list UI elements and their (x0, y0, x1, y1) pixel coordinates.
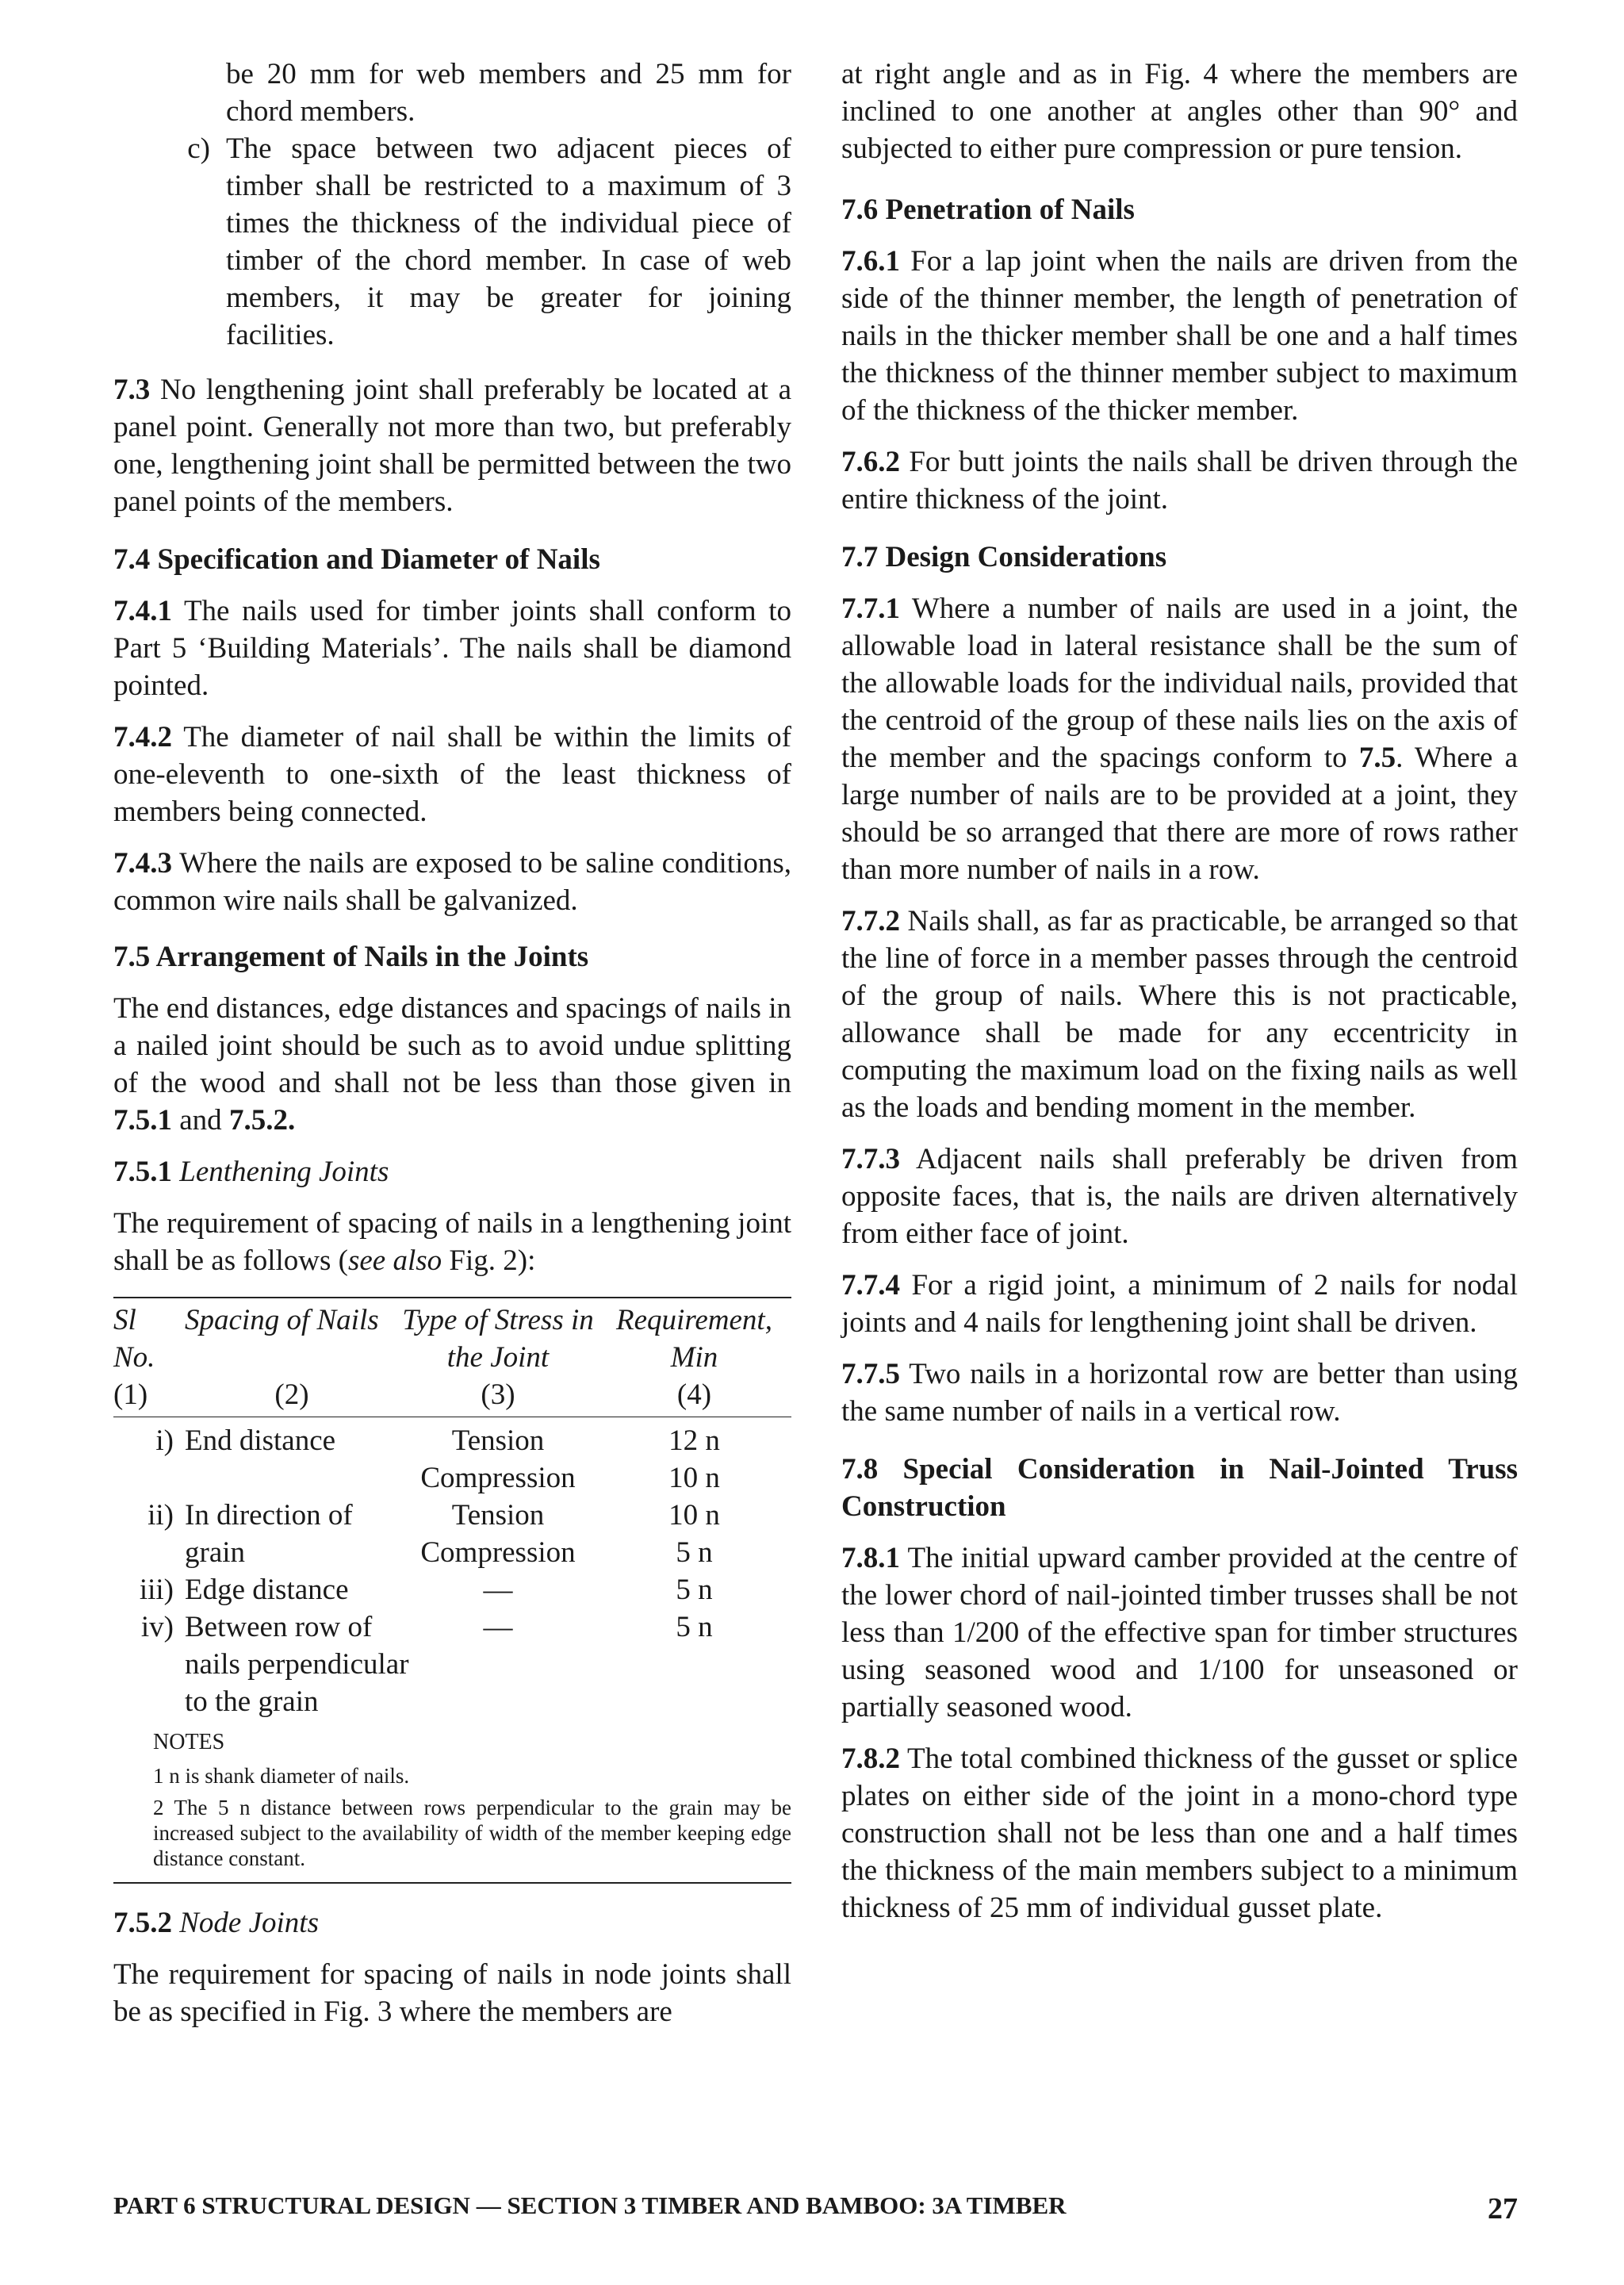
table-row: Compression 10 n (420, 1462, 720, 1494)
clause-7-7-4: 7.7.4 For a rigid joint, a minimum of 2 nails for nodal joints and 4 nails for lengthening joint shall be driven. (841, 1269, 1518, 1339)
list-item-c (113, 130, 791, 354)
heading-7-8: 7.8 Special Consideration in Nail-Jointed Truss Construction (841, 1453, 1518, 1523)
right-column (841, 56, 1518, 1927)
table-row: ii) In direction of Tension 10 n (147, 1499, 720, 1532)
table-row: to the grain (185, 1685, 319, 1718)
table-row: iv) Between row of — 5 n (140, 1611, 713, 1643)
clause-7-3: 7.3 No lengthening joint shall preferably be located at a panel point. Generally not more than two, but preferably one, lengthening joint shall be permitted between the two panel points of the members. (113, 374, 792, 518)
table-bottom-rule (113, 1882, 791, 1884)
table-col-number-row: (1) (2) (3) (4) (113, 1378, 712, 1411)
heading-7-4: 7.4 Specification and Diameter of Nails (113, 543, 600, 576)
clause-7-7-2: 7.7.2 Nails shall, as far as practicable, be arranged so that the line of force in a member passes through the centroid of the group of nails. Where this is not practicable, allowance shall be made for any eccentricity in computing the maximum load on the fixing nails as well as the loads and bending moment in the member. (841, 905, 1518, 1124)
note-1: 1 n is shank diameter of nails. (153, 1764, 410, 1788)
clause-7-4-3: 7.4.3 Where the nails are exposed to be saline conditions, common wire nails shall be galvanized. (113, 847, 791, 917)
clause-7-6-2: 7.6.2 For butt joints the nails shall be driven through the entire thickness of the joint. (841, 446, 1518, 516)
item-c-text: The space between two adjacent pieces of timber shall be restricted to a maximum of 3 times the thickness of the individual piece of timber of the chord member. In case of web members, it may be greater for joining facilities. (226, 132, 791, 351)
header-stress: Type of Stress in the Joint (402, 1304, 594, 1374)
left-column (113, 56, 791, 2030)
notes-label: NOTES (153, 1730, 225, 1754)
heading-7-5-1: 7.5.1 Lenthening Joints (113, 1156, 389, 1188)
clause-7-8-1: 7.8.1 The initial upward camber provided at the centre of the lower chord of nail-jointed timber trusses shall be not less than 1/200 of the effective span for timber structures using seasoned wood and 1/100 for unseasoned or partially seasoned wood. (841, 1542, 1518, 1723)
item-b-text: be 20 mm for web members and 25 mm for chord members. (226, 58, 791, 128)
page-number: 27 (1488, 2192, 1518, 2226)
heading-7-5-2: 7.5.2 Node Joints (113, 1907, 319, 1939)
continued-text: at right angle and as in Fig. 4 where the members are inclined to one another at angles other than 90° and subjected to either pure compression or pure tension. (841, 58, 1518, 165)
clause-7-8-2: 7.8.2 The total combined thickness of the gusset or splice plates on either side of the joint in a mono-chord type construction shall not be less than one and a half times the thickness of the main members subject to a minimum thickness of 25 mm of individual gusset plate. (841, 1743, 1518, 1924)
clause-7-5-1-text: The requirement of spacing of nails in a lengthening joint shall be as follows (see also Fig. 2): (113, 1207, 791, 1277)
running-title: PART 6 STRUCTURAL DESIGN — SECTION 3 TIMBER AND BAMBOO: 3A TIMBER (113, 2191, 1067, 2219)
clause-7-7-1: 7.7.1 Where a number of nails are used in a joint, the allowable load in lateral resistance shall be the sum of the allowable loads for the individual nails, provided that the centroid of the group of these nails lies on the axis of the member and the spacings conform to 7.5. Where a large number of nails are to be provided at a joint, they should be so arranged that there are more of rows rather than more number of nails in a row. (841, 592, 1518, 886)
table-row: i) End distance Tension 12 n (155, 1424, 720, 1457)
clause-7-7-5: 7.7.5 Two nails in a horizontal row are better than using the same number of nails in a vertical row. (841, 1358, 1518, 1428)
clause-7-4-2: 7.4.2 The diameter of nail shall be within the limits of one-eleventh to one-sixth of the least thickness of members being connected. (113, 721, 791, 828)
heading-7-7: 7.7 Design Considerations (841, 541, 1167, 573)
header-requirement: Requirement, Min (616, 1304, 772, 1374)
table-notes (153, 1730, 791, 1871)
header-spacing: Spacing of Nails (185, 1304, 379, 1336)
page-footer (113, 2191, 1518, 2226)
clause-7-6-1: 7.6.1 For a lap joint when the nails are driven from the side of the thinner member, the length of penetration of nails in the thicker member shall be one and a half times the thickness of the thinner member subject to maximum of the thickness of the thicker member. (841, 245, 1518, 427)
list-item-b-continued (113, 56, 791, 130)
table-row: iii) Edge distance — 5 n (139, 1574, 713, 1606)
clause-7-5-text: The end distances, edge distances and spacings of nails in a nailed joint should be such as to avoid undue splitting of the wood and shall not be less than those given in 7.5.1 and 7.5.2. (113, 992, 791, 1137)
table-row: grain Compression 5 n (185, 1536, 713, 1569)
note-2: 2 The 5 n distance between rows perpendicular to the grain may be increased subject to the availability of width of the member keeping edge distance constant. (153, 1796, 791, 1870)
clause-7-7-3: 7.7.3 Adjacent nails shall preferably be driven from opposite faces, that is, the nails are driven alternatively from either face of joint. (841, 1143, 1518, 1250)
clause-7-4-1: 7.4.1 The nails used for timber joints shall conform to Part 5 ‘Building Materials’. The nails shall be diamond pointed. (113, 595, 791, 702)
table-header-row (113, 1298, 791, 1376)
table-row: nails perpendicular (185, 1648, 409, 1681)
heading-7-5: 7.5 Arrangement of Nails in the Joints (113, 941, 589, 973)
nail-spacing-table (113, 1297, 791, 1884)
header-sl-no: Sl No. (113, 1304, 155, 1374)
heading-7-6: 7.6 Penetration of Nails (841, 194, 1135, 226)
item-c-marker: c) (187, 132, 210, 165)
clause-7-5-2-text: The requirement for spacing of nails in node joints shall be as specified in Fig. 3 where the members are (113, 1958, 791, 2028)
